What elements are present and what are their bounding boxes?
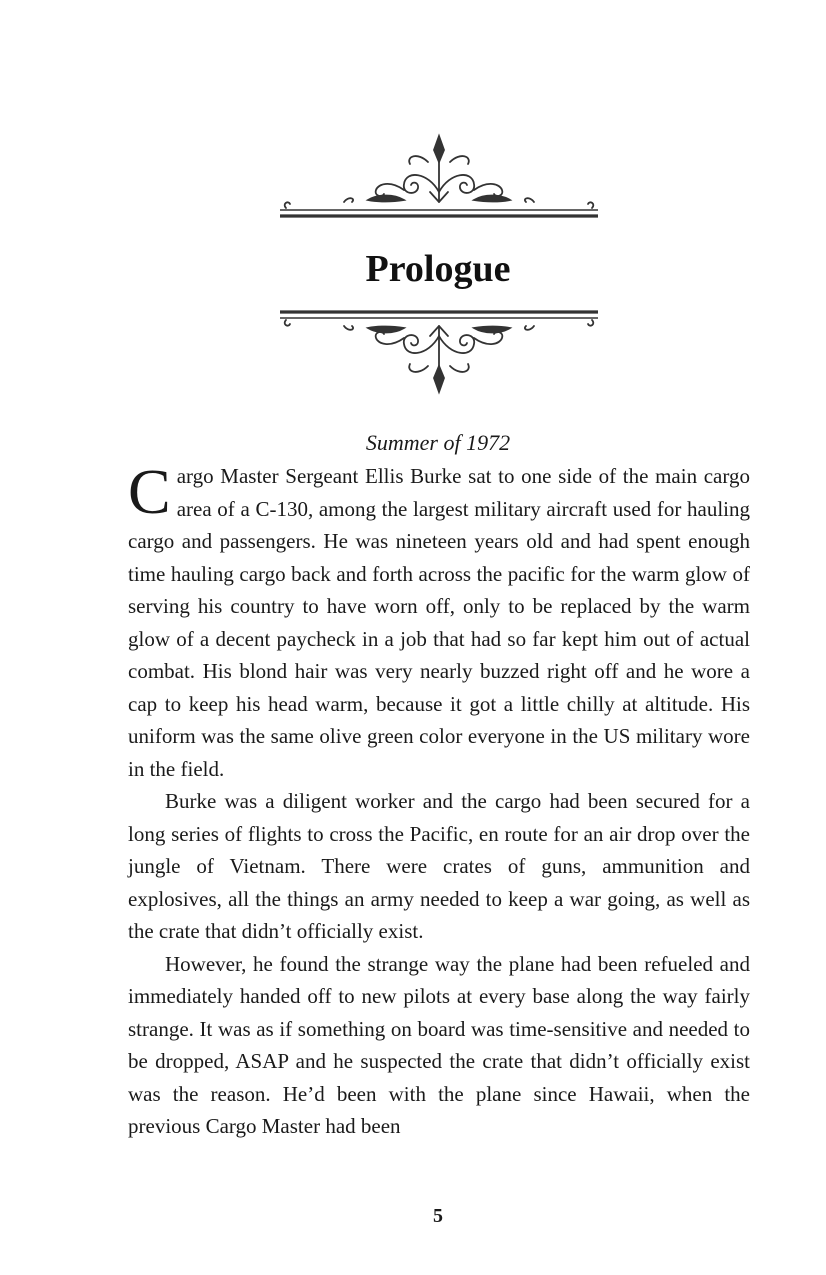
top-flourish-ornament: [278, 132, 600, 222]
chapter-title: Prologue: [365, 248, 511, 290]
paragraph-1-text: argo Master Sergeant Ellis Burke sat to one side of the main cargo area of a C-130, among the largest military aircraft used for hauling cargo and passengers. He was nineteen years old and had spent enough time hauling cargo back and forth across the pacific for the warm glow of serving his country to have worn off, only to be replaced by the warm glow of a decent paycheck in a job that had so far kept him out of actual combat. His blond hair was very nearly buzzed right off and he wore a cap to keep his head warm, because it got a little chilly at altitude. His uniform was the same olive green color everyone in the US military wore in the field.: [128, 464, 750, 781]
drop-cap: C: [128, 456, 171, 527]
paragraph-2: Burke was a diligent worker and the cargo had been secured for a long series of flights to cross the Pacific, en route for an air drop over the jungle of Vietnam. There were crates of guns, ammunition and explosives, all the things an army needed to keep a war going, as well as the crate that didn’t officially exist.: [128, 789, 750, 943]
paragraph-3: However, he found the strange way the plane had been refueled and immediately handed off to new pilots at every base along the way fairly strange. It was as if something on board was time-sensitive and needed to be dropped, ASAP and he suspected the crate that didn’t officially exist was the reason. He’d been with the plane since Hawaii, when the previous Cargo Master had been: [128, 951, 750, 1138]
page-number: 5: [433, 1205, 443, 1227]
top-flourish-graphic: [278, 132, 600, 222]
chapter-subtitle: Summer of 1972: [365, 430, 511, 455]
bottom-flourish-ornament: [278, 306, 600, 396]
paragraph-1: [128, 456, 750, 785]
bottom-flourish-graphic: [278, 306, 600, 396]
chapter-body: [128, 456, 750, 1143]
